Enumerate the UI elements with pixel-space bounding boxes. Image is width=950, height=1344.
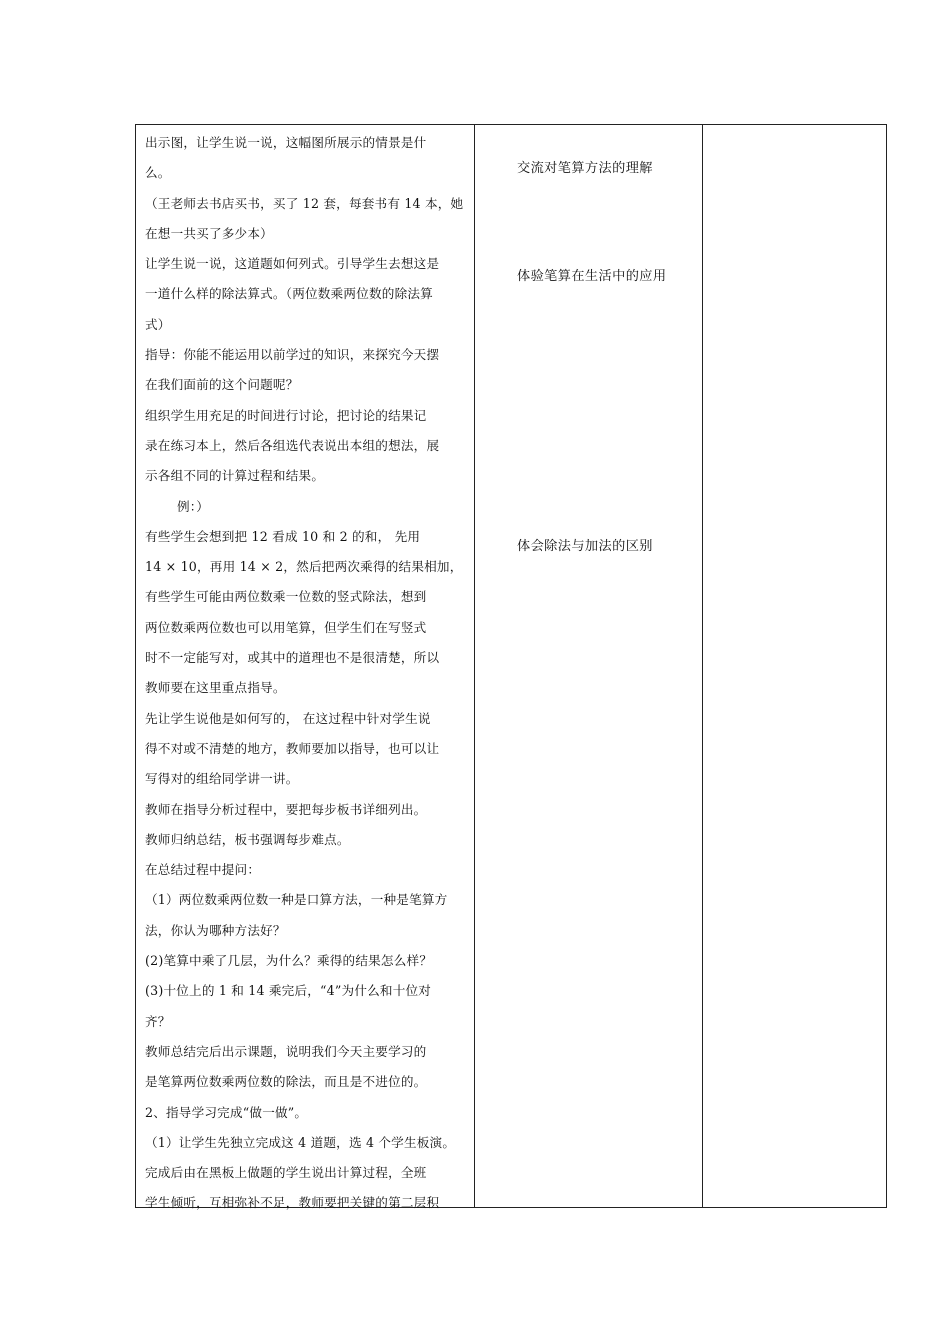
- lesson-text-line: 例：）: [177, 498, 210, 514]
- lesson-text-line: 在我们面前的这个问题呢？: [145, 377, 299, 393]
- lesson-text-line: (3)十位上的 1 和 14 乘完后，“4”为什么和十位对: [145, 983, 432, 999]
- lesson-text-line: 教师要在这里重点指导。: [145, 680, 286, 696]
- lesson-text-line: 写得对的组给同学讲一讲。: [145, 771, 299, 787]
- lesson-text-line: 两位数乘两位数也可以用笔算，但学生们在写竖式: [145, 619, 427, 635]
- lesson-text-line: 让学生说一说，这道题如何列式。引导学生去想这是: [145, 256, 440, 272]
- lesson-text-line: 一道什么样的除法算式。（两位数乘两位数的除法算: [145, 286, 433, 302]
- lesson-text-line: 是笔算两位数乘两位数的除法，而且是不进位的。: [145, 1074, 427, 1090]
- lesson-text-line: 录在练习本上，然后各组选代表说出本组的想法，展: [145, 437, 440, 453]
- lesson-text-line: 学生倾听，互相弥补不足，教师要把关键的第二层积: [145, 1195, 440, 1211]
- teaching-process-column: [145, 128, 470, 1219]
- column-divider-1: [474, 125, 475, 1207]
- lesson-text-line: 示各组不同的计算过程和结果。: [145, 468, 325, 484]
- lesson-text-line: 齐？: [145, 1013, 171, 1029]
- lesson-text-line: 2、指导学习完成“做一做”。: [145, 1104, 308, 1120]
- column-divider-2: [702, 125, 703, 1207]
- lesson-text-line: 有些学生会想到把 12 看成 10 和 2 的和， 先用: [145, 528, 421, 544]
- lesson-text-line: 组织学生用充足的时间进行讨论，把讨论的结果记: [145, 407, 427, 423]
- design-note-difference: 体会除法与加法的区别: [517, 539, 653, 554]
- lesson-text-line: （王老师去书店买书，买了 12 套，每套书有 14 本，她: [145, 195, 464, 211]
- lesson-text-line: 教师归纳总结，板书强调每步难点。: [145, 831, 350, 847]
- lesson-text-line: 有些学生可能由两位数乘一位数的竖式除法，想到: [145, 589, 427, 605]
- lesson-text-line: 完成后由在黑板上做题的学生说出计算过程，全班: [145, 1165, 427, 1181]
- lesson-text-line: （1）让学生先独立完成这 4 道题，选 4 个学生板演。: [145, 1134, 456, 1150]
- lesson-text-line: 先让学生说他是如何写的， 在这过程中针对学生说: [145, 710, 431, 726]
- lesson-text-line: 在想一共买了多少本）: [145, 225, 273, 241]
- lesson-text-line: 法，你认为哪种方法好？: [145, 922, 286, 938]
- lesson-text-line: (2)笔算中乘了几层，为什么？乘得的结果怎么样？: [145, 953, 433, 969]
- lesson-text-line: 得不对或不清楚的地方，教师要加以指导，也可以让: [145, 740, 440, 756]
- lesson-text-line: 时不一定能写对，或其中的道理也不是很清楚，所以: [145, 650, 440, 666]
- lesson-table: [135, 124, 887, 1211]
- lesson-text-line: 指导：你能不能运用以前学过的知识，来探究今天摆: [145, 347, 440, 363]
- lesson-text-line: 出示图，让学生说一说，这幅图所展示的情景是什: [145, 135, 427, 150]
- lesson-text-line: 式）: [145, 316, 171, 332]
- lesson-text-line: 教师在指导分析过程中，要把每步板书详细列出。: [145, 801, 427, 817]
- design-note-application: 体验笔算在生活中的应用: [517, 269, 667, 284]
- lesson-text-line: 14 × 10，再用 14 × 2，然后把两次乘得的结果相加，: [145, 559, 463, 575]
- lesson-text-line: 在总结过程中提问：: [145, 862, 261, 878]
- lesson-text-line: 么。: [145, 165, 171, 181]
- lesson-text-line: 教师总结完后出示课题，说明我们今天主要学习的: [145, 1043, 427, 1059]
- design-note-exchange: 交流对笔算方法的理解: [517, 161, 653, 176]
- lesson-text-line: （1）两位数乘两位数一种是口算方法，一种是笔算方: [145, 892, 448, 908]
